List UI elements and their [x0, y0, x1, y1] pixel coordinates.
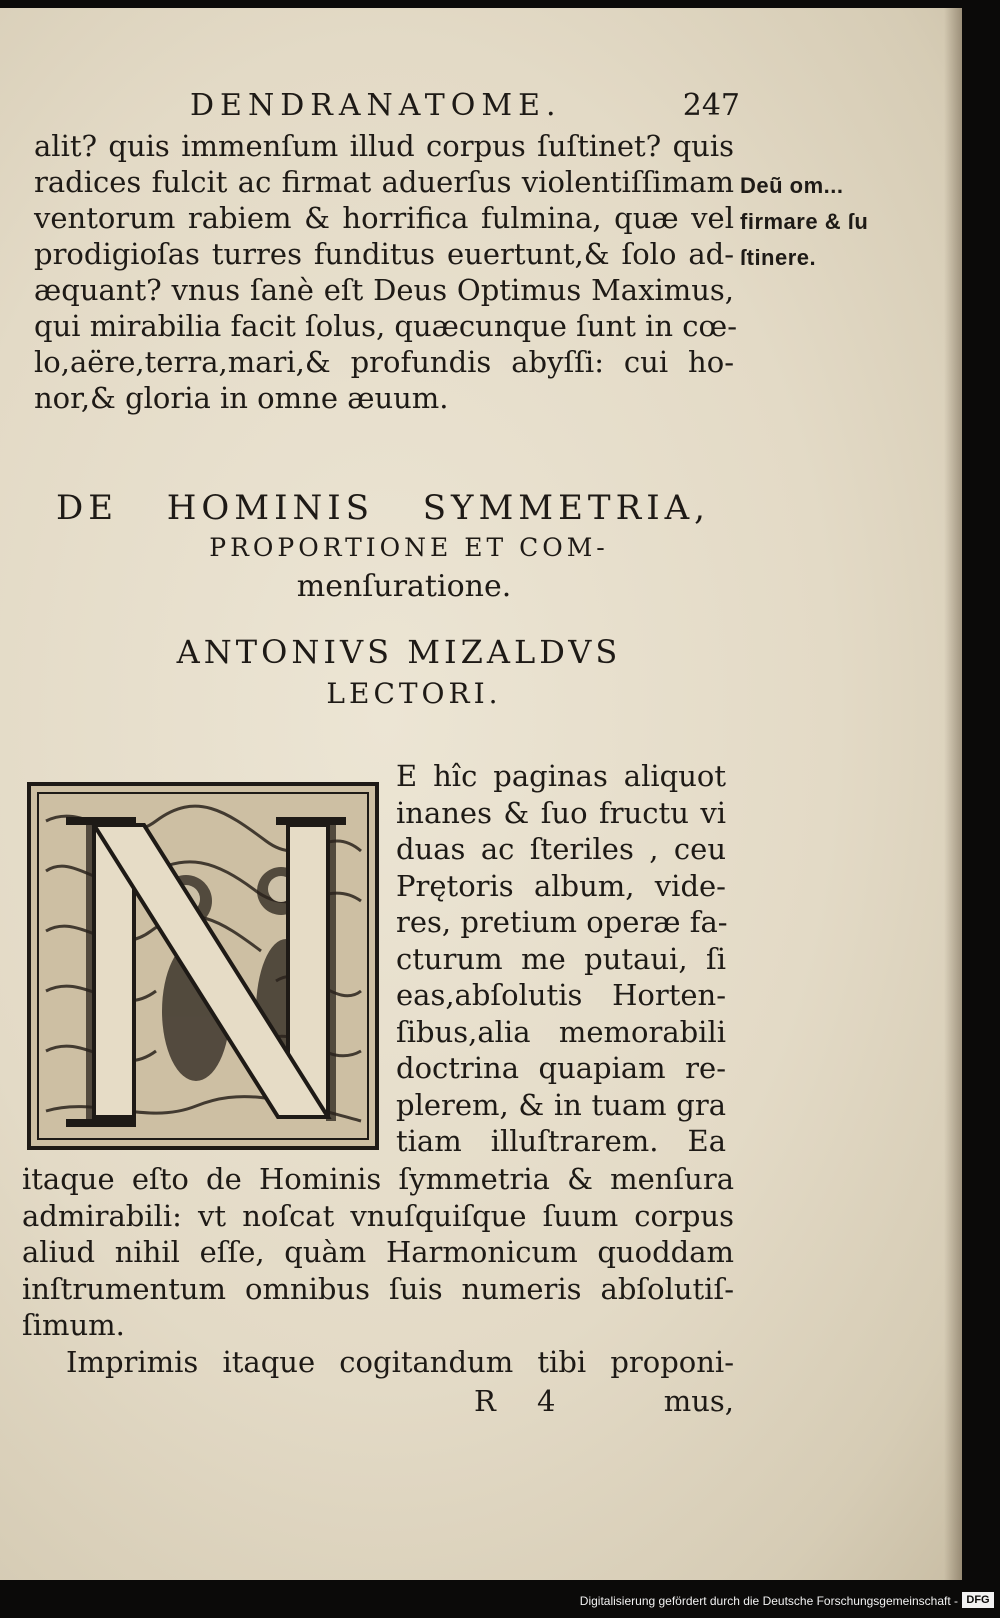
signature-mark: R 4	[474, 1384, 572, 1418]
address-heading-reader: LECTORI.	[326, 677, 502, 710]
text-line: inanes & ſuo fructu vi	[396, 795, 726, 830]
woodcut-initial-icon	[26, 781, 380, 1151]
text-line: æquant? vnus ſanè eſt Deus Optimus Maximus,	[34, 273, 734, 307]
text-line: cturum me putaui, ſi	[396, 941, 726, 976]
running-head	[190, 88, 740, 122]
catchline	[34, 1383, 734, 1419]
text-line: Prętoris album, vide-	[396, 868, 726, 903]
text-line: radices fulcit ac firmat aduerſus violentiſſimam	[34, 165, 734, 199]
text-line: inſtrumentum omnibus ſuis numeris abſolutiſ-	[22, 1271, 734, 1306]
digitization-footer	[0, 1584, 1000, 1618]
text-line: aliud nihil eſſe, quàm Harmonicum quoddam	[22, 1235, 734, 1269]
text-line: ſimum.	[22, 1308, 125, 1342]
margin-note-line: Deũ om...	[740, 173, 844, 198]
page-number: 247	[682, 88, 740, 123]
text-line: tiam illuſtrarem. Ea	[396, 1124, 726, 1158]
text-line: prodigioſas turres funditus euertunt,& ſolo ad-	[34, 237, 734, 271]
opening-paragraph	[34, 128, 737, 416]
margin-note	[740, 168, 910, 276]
dfg-logo-icon: DFG	[962, 1592, 994, 1608]
paragraph-beside-initial	[396, 758, 726, 1160]
address-heading-author: ANTONIVS MIZALDVS	[176, 633, 622, 671]
margin-note-line: firmare & ſu	[740, 209, 869, 234]
section-heading-line-2: PROPORTIONE ET COM-	[209, 533, 609, 562]
text-line: qui mirabilia facit ſolus, quæcunque ſunt in cœ-	[34, 309, 737, 343]
book-page	[0, 8, 962, 1580]
text-line: admirabili: vt noſcat vnuſquiſque ſuum corpus	[22, 1198, 734, 1233]
text-line: nor,& gloria in omne æuum.	[34, 381, 449, 415]
catchword: mus,	[663, 1384, 734, 1418]
text-line: alit? quis immenſum illud corpus ſuſtinet? quis	[34, 129, 734, 163]
section-heading-line-1: DE HOMINIS SYMMETRIA,	[56, 488, 710, 528]
text-line: E hîc paginas aliquot	[396, 759, 726, 793]
address-heading	[34, 630, 734, 714]
text-line: plerem, & in tuam gra	[396, 1087, 726, 1122]
text-line: doctrina quapiam re-	[396, 1051, 726, 1085]
footer-credit: Digitalisierung gefördert durch die Deutsche Forschungsgemeinschaft -	[579, 1594, 958, 1608]
text-line: lo,aëre,terra,mari,& profundis abyſſi: cui ho-	[34, 345, 734, 379]
text-line: eas,abſolutis Horten-	[396, 978, 726, 1012]
section-heading-line-3: menſuratione.	[296, 569, 512, 604]
text-line: ſibus,alia memorabili	[396, 1014, 726, 1049]
text-line: res, pretium operæ fa-	[396, 905, 728, 939]
text-line: itaque eſto de Hominis ſymmetria & menſura	[22, 1162, 734, 1196]
paragraph-after-initial	[22, 1161, 734, 1380]
text-line: duas ac ſteriles , ceu	[396, 832, 726, 866]
margin-note-line: ſtinere.	[740, 245, 817, 270]
closing-line: Imprimis itaque cogitandum tibi proponi-	[66, 1344, 734, 1379]
section-heading	[34, 486, 734, 608]
running-title: DENDRANATOME.	[190, 88, 562, 123]
text-line: ventorum rabiem & horrifica fulmina, quæ vel	[34, 201, 734, 235]
